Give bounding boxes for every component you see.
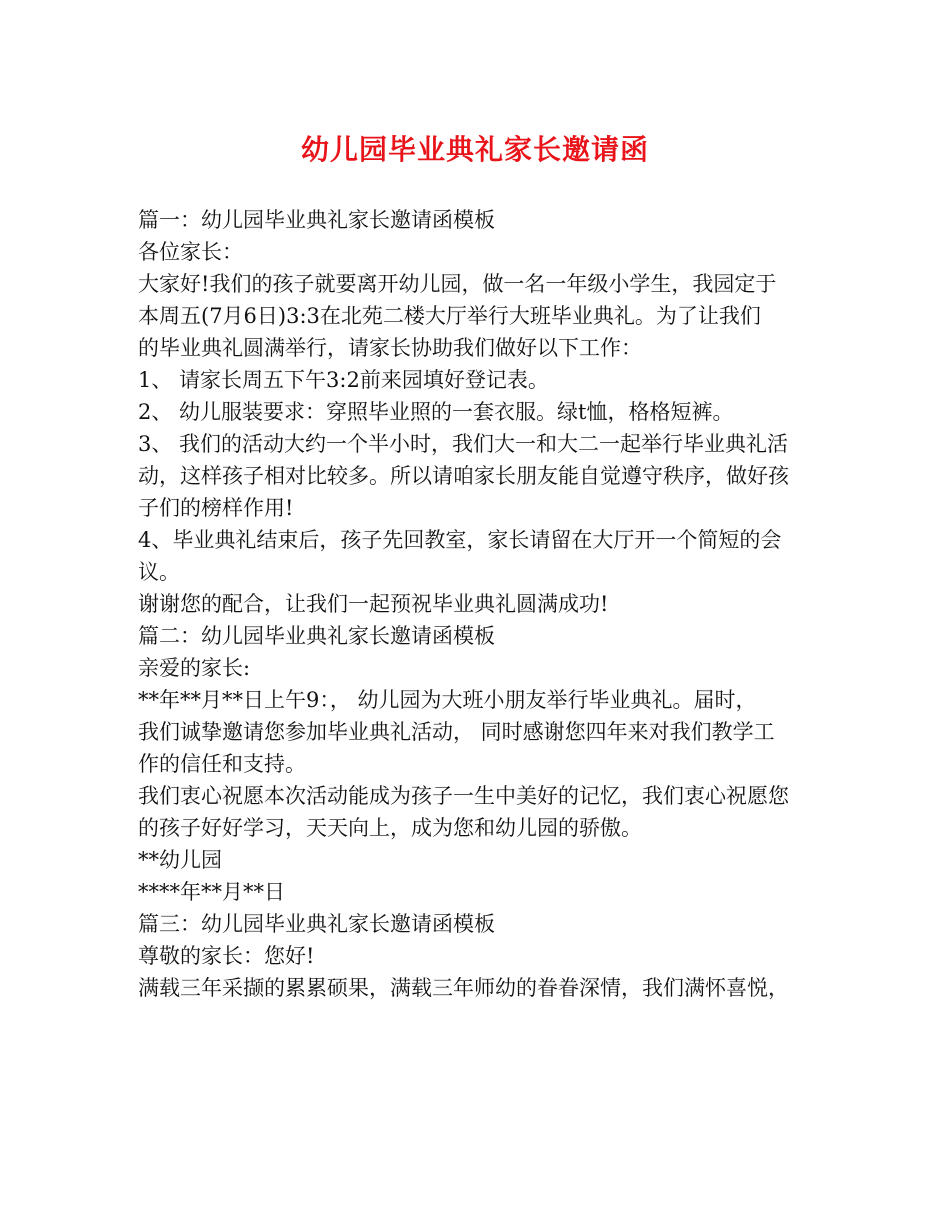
text-line: 大家好!我们的孩子就要离开幼儿园，做一名一年级小学生，我园定于 xyxy=(138,272,777,296)
text-line: 本周五(7月6日)3:3在北苑二楼大厅举行大班毕业典礼。为了让我们 xyxy=(138,304,761,328)
document-title: 幼儿园毕业典礼家长邀请函 xyxy=(300,133,649,166)
text-line: 的孩子好好学习，天天向上，成为您和幼儿园的骄傲。 xyxy=(138,816,642,840)
text-line: ****年**月**日 xyxy=(138,880,285,904)
text-line: 议。 xyxy=(138,560,180,584)
text-line: 作的信任和支持。 xyxy=(138,752,306,776)
text-line: 各位家长： xyxy=(138,240,243,264)
text-line: 满载三年采撷的累累硕果，满载三年师幼的眷眷深情，我们满怀喜悦， xyxy=(138,976,789,1000)
document-body xyxy=(138,204,818,1004)
text-line: 的毕业典礼圆满举行，请家长协助我们做好以下工作： xyxy=(138,336,642,360)
text-line: 动，这样孩子相对比较多。所以请咱家长朋友能自觉遵守秩序，做好孩 xyxy=(138,464,789,488)
text-line: 我们诚挚邀请您参加毕业典礼活动， 同时感谢您四年来对我们教学工 xyxy=(138,720,775,744)
text-line: 我们衷心祝愿本次活动能成为孩子一生中美好的记忆，我们衷心祝愿您 xyxy=(138,784,789,808)
text-line: 子们的榜样作用! xyxy=(138,496,294,520)
text-line: 3、 我们的活动大约一个半小时，我们大一和大二一起举行毕业典礼活 xyxy=(138,432,789,456)
text-line: 4、毕业典礼结束后，孩子先回教室，家长请留在大厅开一个简短的会 xyxy=(138,528,782,552)
text-line: **年**月**日上午9：， 幼儿园为大班小朋友举行毕业典礼。届时， xyxy=(138,688,757,712)
text-line: **幼儿园 xyxy=(138,848,222,872)
text-line: 尊敬的家长：您好! xyxy=(138,944,315,968)
text-line: 篇三：幼儿园毕业典礼家长邀请函模板 xyxy=(138,912,495,936)
text-line: 篇二：幼儿园毕业典礼家长邀请函模板 xyxy=(138,624,495,648)
text-line: 谢谢您的配合，让我们一起预祝毕业典礼圆满成功! xyxy=(138,592,609,616)
text-line: 2、 幼儿服装要求：穿照毕业照的一套衣服。绿t恤，格格短裤。 xyxy=(138,400,734,424)
text-line: 1、 请家长周五下午3:2前来园填好登记表。 xyxy=(138,368,549,392)
text-line: 篇一：幼儿园毕业典礼家长邀请函模板 xyxy=(138,208,495,232)
text-line: 亲爱的家长: xyxy=(138,656,251,680)
